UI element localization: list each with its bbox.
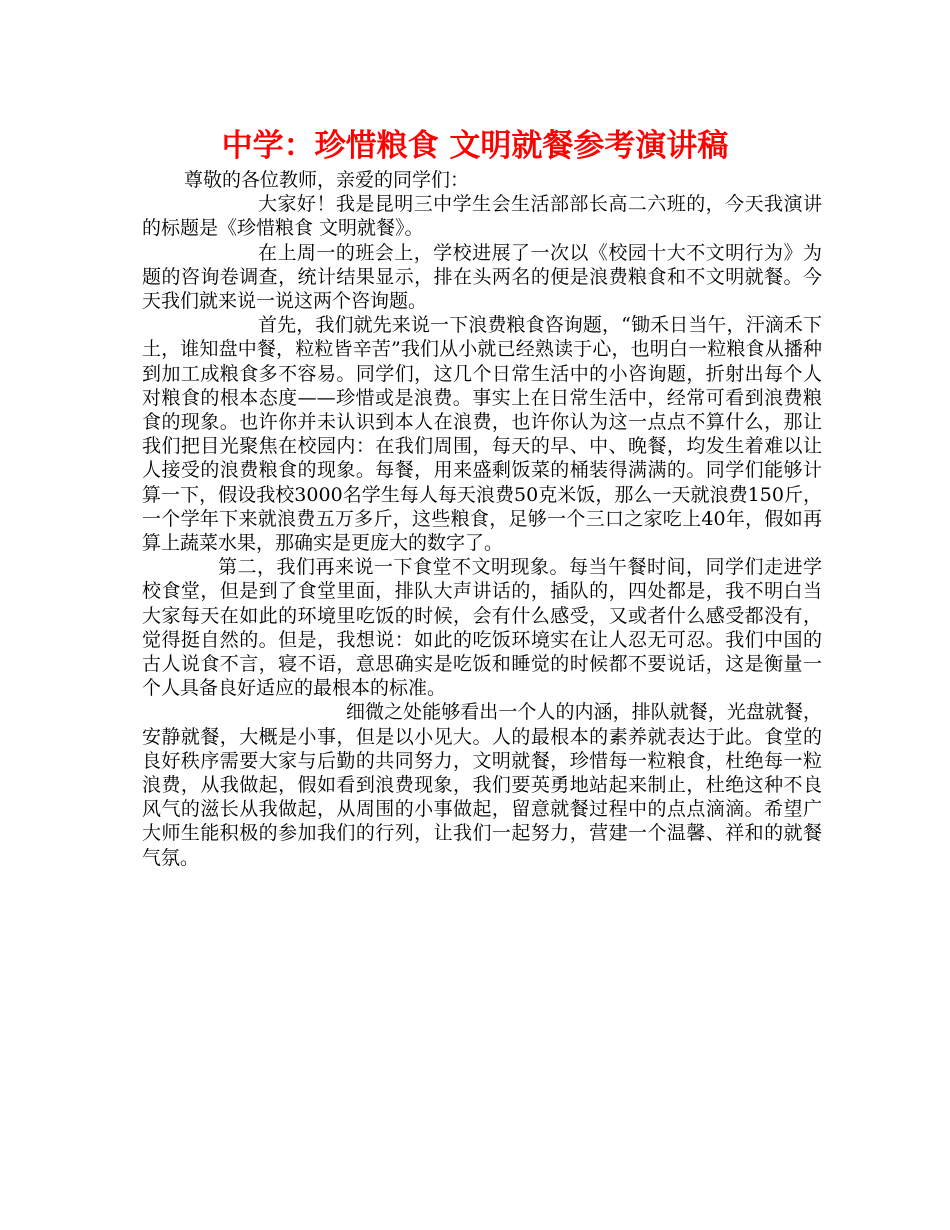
paragraph-canteen-behavior: 第二，我们再来说一下食堂不文明现象。每当午餐时间，同学们走进学校食堂，但是到了食堂里面，排队大声讲话的，插队的，四处都是，我不明白当大家每天在如此的环境里吃饭的时候，会有什么感受，又或者什么感受都没有，觉得挺自然的。但是，我想说：如此的吃饭环境实在让人忍无可忍。我们中国的古人说食不言，寝不语，意思确实是吃饭和睡觉的时候都不要说话，这是衡量一个人具备良好适应的最根本的标准。 xyxy=(142,556,822,700)
salutation: 尊敬的各位教师，亲爱的同学们： xyxy=(184,169,470,191)
paragraph-greeting: 大家好！我是昆明三中学生会生活部部长高二六班的，今天我演讲的标题是《珍惜粮食 文明就餐》。 xyxy=(142,193,822,240)
speech-body xyxy=(142,168,822,870)
paragraph-survey: 在上周一的班会上，学校进展了一次以《校园十大不文明行为》为题的咨询卷调查，统计结果显示，排在头两名的便是浪费粮食和不文明就餐。今天我们就来说一说这两个咨询题。 xyxy=(142,241,822,313)
page-title: 中学：珍惜粮食 文明就餐参考演讲稿 xyxy=(221,128,729,164)
paragraph-food-waste: 首先，我们就先来说一下浪费粮食咨询题，“锄禾日当午，汗滴禾下土，谁知盘中餐，粒粒皆辛苦”我们从小就已经熟读于心，也明白一粒粮食从播种到加工成粮食多不容易。同学们，这几个日常生活中的小咨询题，折射出每个人对粮食的根本态度——珍惜或是浪费。事实上在日常生活中，经常可看到浪费粮食的现象。也许你并未认识到本人在浪费，也许你认为这一点点不算什么，那让我们把目光聚焦在校园内：在我们周围，每天的早、中、晚餐，均发生着难以让人接受的浪费粮食的现象。每餐，用来盛剩饭菜的桶装得满满的。同学们能够计算一下，假设我校3000名学生每人每天浪费50克米饭，那么一天就浪费150斤，一个学年下来就浪费五万多斤，这些粮食，足够一个三口之家吃上40年，假如再算上蔬菜水果，那确实是更庞大的数字了。 xyxy=(142,314,822,555)
paragraph-conclusion: 细微之处能够看出一个人的内涵，排队就餐，光盘就餐，安静就餐，大概是小事，但是以小见大。人的最根本的素养就表达于此。食堂的良好秩序需要大家与后勤的共同努力，文明就餐，珍惜每一粒粮食，杜绝每一粒浪费，从我做起，假如看到浪费现象，我们要英勇地站起来制止，杜绝这种不良风气的滋长从我做起，从周围的小事做起，留意就餐过程中的点点滴滴。希望广大师生能积极的参加我们的行列，让我们一起努力，营建一个温馨、祥和的就餐气氛。 xyxy=(142,701,822,869)
